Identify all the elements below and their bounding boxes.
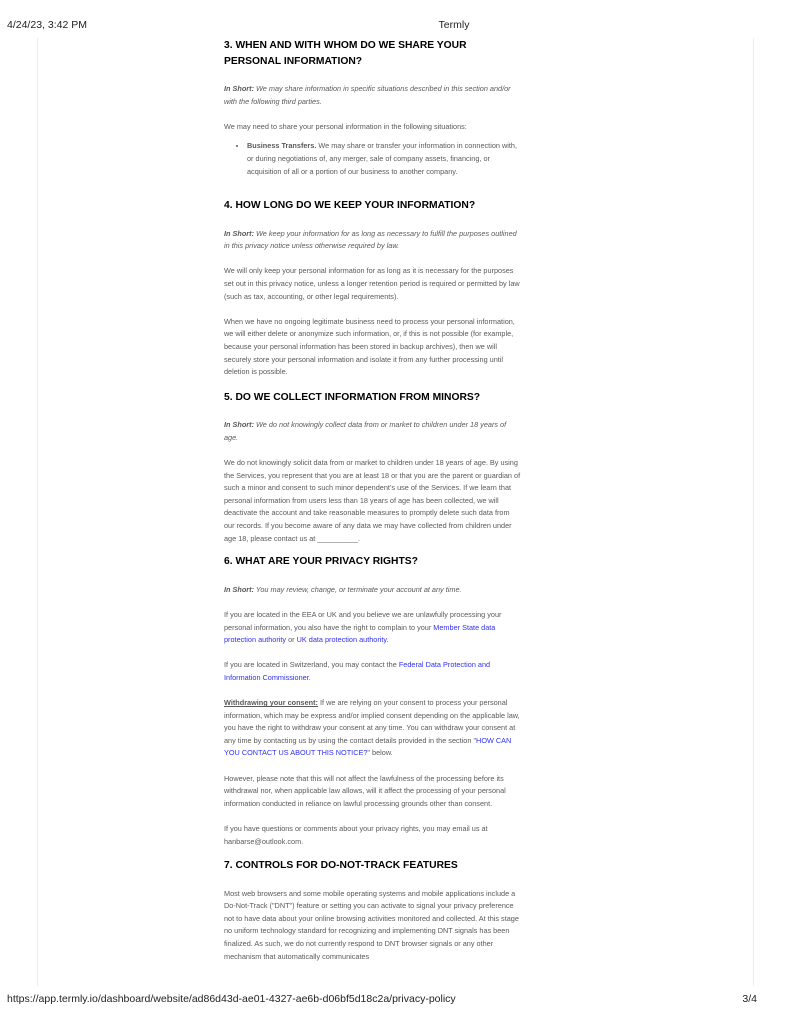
- section-6-p2-text-a: If you are located in Switzerland, you may contact the: [224, 660, 399, 670]
- section-3-intro: We may need to share your personal information in the following situations:: [224, 121, 467, 131]
- print-datetime: 4/24/23, 3:42 PM: [7, 19, 87, 31]
- section-5-short: [224, 419, 522, 444]
- contact-us-section-link[interactable]: HOW CAN YOU CONTACT US ABOUT THIS NOTICE?: [224, 735, 512, 758]
- business-transfers-text: We may share or transfer your information in connection with, or during negotiations of, any merger, sale of company assets, financing, or acquisition of all or a portion of our business to another company.: [247, 141, 517, 176]
- section-5-short-text: We do not knowingly collect data from or market to children under 18 years of age.: [224, 420, 507, 442]
- section-7-heading: 7. CONTROLS FOR DO-NOT-TRACK FEATURES: [224, 860, 458, 872]
- print-footer: [0, 993, 791, 1007]
- print-url: https://app.termly.io/dashboard/website/ad86d43d-ae01-4327-ae6b-d06bf5d18c2a/privacy-policy: [7, 993, 456, 1005]
- section-6-short: [224, 584, 522, 597]
- page-border-left: [37, 38, 38, 986]
- section-4-paragraph-2: When we have no ongoing legitimate business need to process your personal information, we will either delete or anonymize such information, or, if this is not possible (for example, because your personal information has been stored in backup archives), then we will securely store your personal information and isolate it from any further processing until deletion is possible.: [224, 316, 515, 377]
- section-6-p1-text-c: .: [386, 635, 389, 645]
- section-6-p3-text-b: " below.: [367, 748, 393, 758]
- privacy-policy-content: [224, 38, 522, 963]
- section-6-paragraph-5: If you have questions or comments about your privacy rights, you may email us at hanbarse@outlook.com.: [224, 824, 488, 846]
- section-4-paragraph-1: We will only keep your personal information for as long as it is necessary for the purposes set out in this privacy notice, unless a longer retention period is required or permitted by law (such as tax, accounting, or other legal requirements).: [224, 266, 520, 301]
- uk-dpa-link[interactable]: UK data protection authority: [296, 635, 387, 645]
- section-6-p1-text-b: or: [286, 635, 297, 645]
- section-4-short-text: We keep your information for as long as necessary to fulfill the purposes outlined in this privacy notice unless otherwise required by law.: [224, 228, 517, 251]
- in-short-label: In Short:: [224, 84, 254, 93]
- section-5-paragraph-1: We do not knowingly solicit data from or market to children under 18 years of age. By using the Services, you represent that you are at least 18 or that you are the parent or guardian of such a minor and consent to such minor dependent’s use of the Services. If we learn that personal information from users less than 18 years of age has been collected, we will deactivate the account and take reasonable measures to promptly delete such data from our records. If you become aware of any data we may have collected from children under age 18, please contact us at __________.: [224, 458, 521, 543]
- list-item: [247, 140, 522, 178]
- section-5-heading: 5. DO WE COLLECT INFORMATION FROM MINORS?: [224, 391, 481, 403]
- page-border-right: [753, 38, 754, 986]
- section-6-heading: 6. WHAT ARE YOUR PRIVACY RIGHTS?: [224, 556, 418, 568]
- print-page-number: 3/4: [742, 993, 757, 1005]
- section-6-paragraph-4: However, please note that this will not affect the lawfulness of the processing before its withdrawal nor, when applicable law allows, will it affect the processing of your personal information conducted in reliance on lawful processing grounds other than consent.: [224, 773, 506, 808]
- section-6-short-text: You may review, change, or terminate your account at any time.: [254, 584, 462, 594]
- member-state-dpa-link[interactable]: Member State data protection authority: [224, 622, 496, 645]
- section-7-paragraph-1: Most web browsers and some mobile operating systems and mobile applications include a Do-Not-Track ("DNT") feature or setting you can activate to signal your privacy preference not to have data about your online browsing activities monitored and collected. At this stage no uniform technology standard for recognizing and implementing DNT signals has been finalized. As such, we do not currently respond to DNT browser signals or any other mechanism that automatically communicates: [224, 888, 519, 961]
- in-short-label: In Short:: [224, 584, 254, 594]
- section-6-p2-text-b: .: [308, 672, 311, 682]
- section-6-paragraph-1: [224, 609, 522, 647]
- print-header: [0, 19, 791, 33]
- swiss-fdpic-link[interactable]: Federal Data Protection and Information Commissioner: [224, 660, 491, 682]
- in-short-label: In Short:: [224, 228, 254, 238]
- section-6-p3-text-a: If we are relying on your consent to process your personal information, which may be express and/or implied consent depending on the applicable law, you have the right to withdraw your consent at any time. You can withdraw your consent at any time by contacting us by using the contact details provided in the section ": [224, 698, 520, 745]
- section-3-short-text: We may share information in specific situations described in this section and/or with the following third parties.: [224, 84, 511, 106]
- business-transfers-label: Business Transfers.: [247, 141, 317, 151]
- section-6-p1-text-a: If you are located in the EEA or UK and you believe we are unlawfully processing your personal information, you also have the right to complain to your: [224, 609, 502, 632]
- withdrawing-consent-label: Withdrawing your consent:: [224, 698, 318, 708]
- section-6-paragraph-3: [224, 697, 522, 760]
- section-3-short: [224, 83, 522, 108]
- section-6-paragraph-2: [224, 659, 522, 684]
- print-title: Termly: [438, 19, 470, 31]
- section-3-list: [224, 140, 522, 178]
- section-4-heading: 4. HOW LONG DO WE KEEP YOUR INFORMATION?: [224, 200, 476, 212]
- section-3-heading: 3. WHEN AND WITH WHOM DO WE SHARE YOUR PERSONAL INFORMATION?: [224, 40, 467, 67]
- section-4-short: [224, 228, 522, 253]
- in-short-label: In Short:: [224, 420, 254, 430]
